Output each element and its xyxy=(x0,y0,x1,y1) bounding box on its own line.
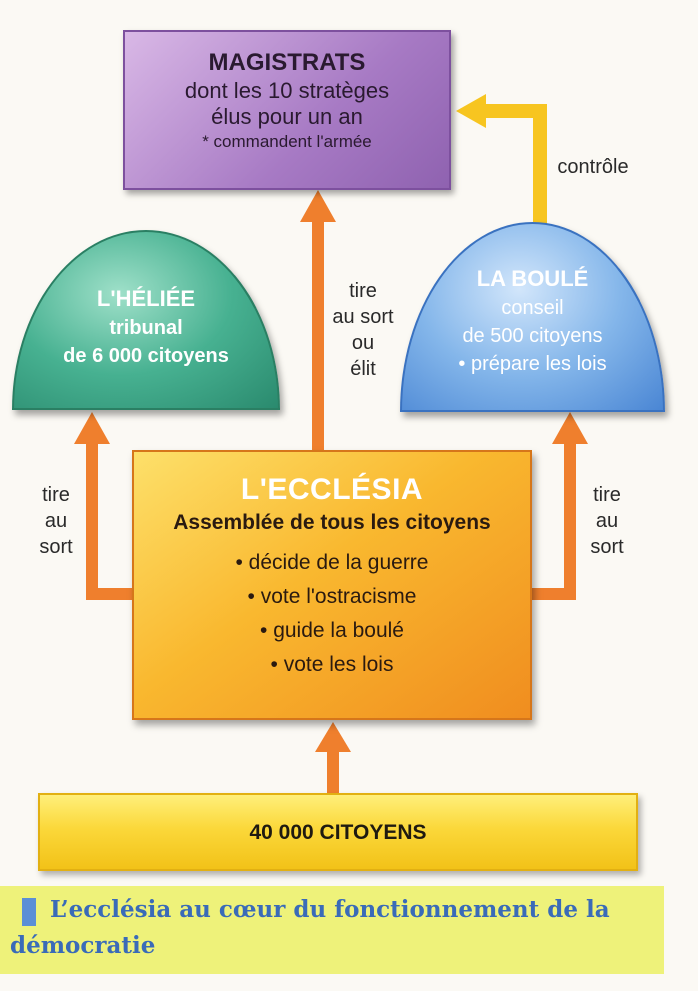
label-line: au xyxy=(595,510,619,532)
label-line: au sort xyxy=(332,306,394,328)
magistrats-title: MAGISTRATS xyxy=(208,49,366,76)
arrow-ecclesia-to-heliee xyxy=(74,412,134,594)
label-tire-au-sort-ou-elit xyxy=(328,278,398,382)
magistrats-box xyxy=(123,30,451,190)
magistrats-line-2: élus pour un an xyxy=(211,104,363,129)
ecclesia-title: L'ECCLÉSIA xyxy=(240,473,424,506)
magistrats-line-1: dont les 10 stratèges xyxy=(184,78,390,103)
citoyens-label: 40 000 CITOYENS xyxy=(249,821,427,844)
heliee-title: L'HÉLIÉE xyxy=(96,286,196,311)
ecclesia-box xyxy=(132,450,532,720)
label-line: sort xyxy=(590,536,624,558)
boule-line-3: • prépare les lois xyxy=(458,353,607,375)
ecclesia-item: • décide de la guerre xyxy=(235,551,429,574)
label-line: élit xyxy=(350,358,376,380)
ecclesia-item: • vote les lois xyxy=(270,653,394,676)
heliee-line-1: tribunal xyxy=(109,317,183,339)
caption-band xyxy=(0,886,664,974)
arrow-citoyens-to-ecclesia xyxy=(315,722,351,794)
ecclesia-subtitle: Assemblée de tous les citoyens xyxy=(173,511,491,534)
label-line: tire xyxy=(42,484,70,506)
label-controle: contrôle xyxy=(557,156,629,178)
label-line: tire xyxy=(593,484,621,506)
ecclesia-item: • vote l'ostracisme xyxy=(247,585,417,608)
label-line: tire xyxy=(349,280,377,302)
boule-line-1: conseil xyxy=(501,297,564,319)
ecclesia-item: • guide la boulé xyxy=(260,619,404,642)
label-line: ou xyxy=(351,332,375,354)
label-tire-au-sort-right xyxy=(578,482,636,560)
heliee-line-2: de 6 000 citoyens xyxy=(63,345,229,367)
citoyens-bar xyxy=(38,793,638,871)
boule-line-2: de 500 citoyens xyxy=(462,325,603,347)
label-line: sort xyxy=(39,536,73,558)
arrow-boule-controls-magistrats xyxy=(456,94,540,224)
label-tire-au-sort-left xyxy=(30,482,82,560)
label-line: au xyxy=(44,510,68,532)
boule-title: LA BOULÉ xyxy=(476,266,589,291)
caption-text: L’ecclésia au cœur du fonctionnement de la démocratie xyxy=(10,896,610,959)
magistrats-line-3: * commandent l'armée xyxy=(202,132,372,151)
